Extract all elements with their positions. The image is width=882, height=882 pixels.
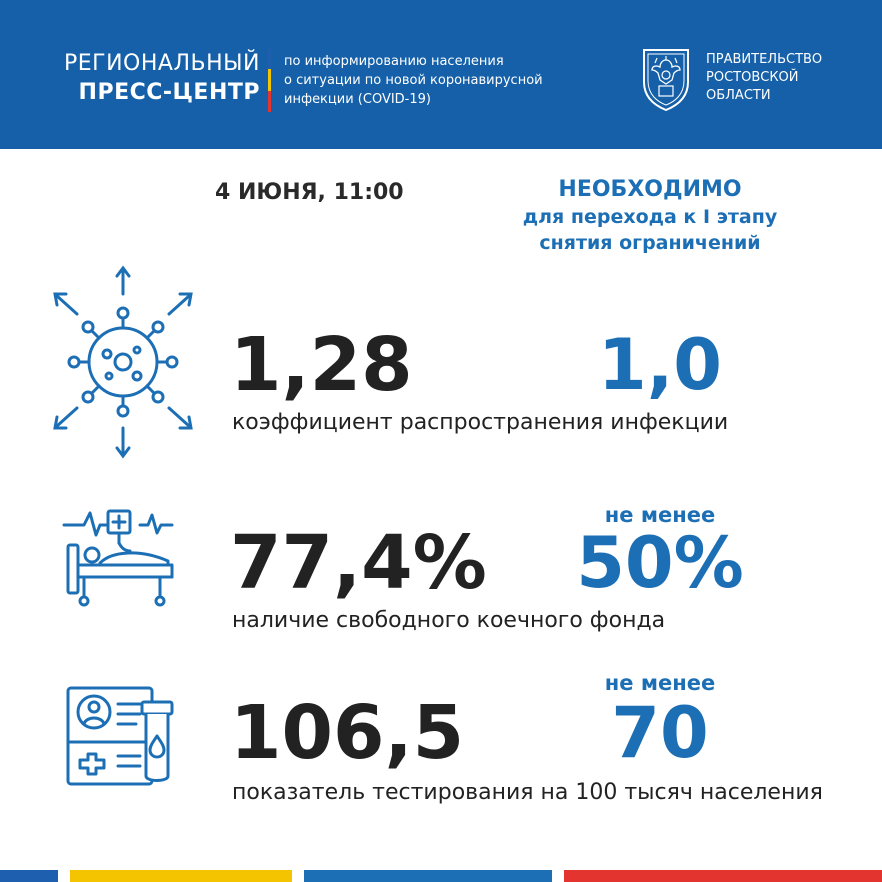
description-line1: по информированию населения (284, 54, 504, 69)
header-banner (0, 0, 882, 149)
virus-icon (45, 262, 195, 462)
infection-rate-value: 1,28 (230, 322, 413, 408)
coat-of-arms-icon (638, 46, 694, 112)
requirement-line1: НЕОБХОДИМО (558, 177, 742, 202)
press-center-description (284, 52, 543, 109)
requirement-line2: для перехода к I этапу (522, 206, 778, 228)
tricolor-divider (268, 48, 271, 112)
hospital-bed-icon (60, 505, 180, 615)
bed-fund-value: 77,4% (230, 520, 487, 606)
infection-rate-target: 1,0 (597, 324, 722, 406)
description-line3: инфекции (COVID-19) (284, 92, 431, 107)
testing-rate-label: показатель тестирования на 100 тысяч населения (232, 780, 823, 805)
description-line2: о ситуации по новой коронавирусной (284, 73, 543, 88)
gov-line2: РОСТОВСКОЙ (706, 70, 799, 85)
requirement-heading (490, 176, 810, 256)
press-center-title-line1: РЕГИОНАЛЬНЫЙ (64, 51, 260, 76)
bed-fund-target-prefix: не менее (604, 503, 716, 527)
medical-test-icon (62, 680, 182, 792)
report-date: 4 ИЮНЯ, 11:00 (215, 180, 404, 205)
requirement-line3: снятия ограничений (539, 232, 761, 254)
government-name (706, 51, 822, 105)
gov-line3: ОБЛАСТИ (706, 88, 771, 103)
bottom-color-stripe (0, 870, 882, 882)
bed-fund-label: наличие свободного коечного фонда (232, 608, 666, 633)
testing-rate-value: 106,5 (230, 690, 465, 776)
infection-rate-label: коэффициент распространения инфекции (232, 410, 729, 435)
testing-target-prefix: не менее (604, 671, 716, 695)
testing-rate-target: 70 (611, 692, 709, 774)
gov-line1: ПРАВИТЕЛЬСТВО (706, 52, 823, 67)
press-center-title-line2: ПРЕСС-ЦЕНТР (78, 80, 260, 105)
bed-fund-target: 50% (576, 522, 744, 604)
